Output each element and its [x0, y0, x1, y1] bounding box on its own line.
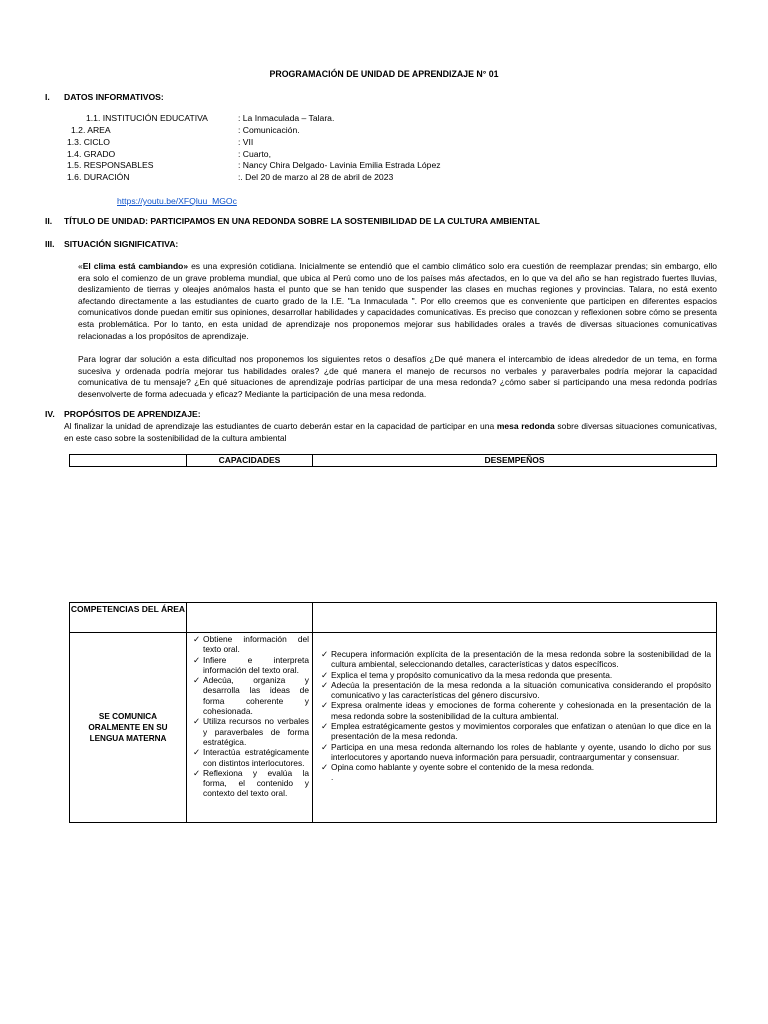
info-label-duration: 1.6. DURACIÓN: [67, 172, 130, 182]
capacity-item: ✓ Adecúa, organiza y desarrolla las ideas de forma coherente y cohesionada.: [193, 675, 309, 717]
section-3-heading: SITUACIÓN SIGNIFICATIVA:: [64, 239, 179, 249]
purpose-paragraph: [64, 421, 717, 444]
situation-emphasis: El clima está cambiando»: [82, 261, 189, 271]
capacity-item: ✓ Infiere e interpreta información del texto oral.: [193, 654, 309, 675]
performance-item: ✓ Participa en una mesa redonda alternando los roles de hablante y oyente, usando lo dicho por sus interlocutores y aportando nueva información para persuadir, contraargumentar y consensuar.: [321, 741, 711, 762]
check-icon: ✓: [321, 762, 329, 773]
competency-header-empty-1: [187, 603, 313, 633]
situation-paragraph-1: [78, 261, 717, 342]
performance-item: ✓ Opina como hablante y oyente sobre el contenido de la mesa redonda.: [321, 762, 595, 773]
info-value-responsibles: : Nancy Chira Delgado- Lavinia Emilia Estrada López: [238, 160, 441, 170]
capacity-item: ✓ Interactúa estratégicamente con distintos interlocutores.: [193, 747, 309, 768]
performance-item: ✓ Adecúa la presentación de la mesa redonda a la situación comunicativa considerando el propósito comunicativo y las características del género discursivo.: [321, 679, 711, 701]
header-performances: DESEMPEÑOS: [313, 455, 717, 467]
info-label-institution: 1.1. INSTITUCIÓN EDUCATIVA: [86, 113, 208, 123]
info-value-duration: :. Del 20 de marzo al 28 de abril de 2023: [238, 172, 394, 182]
check-icon: ✓: [193, 634, 201, 644]
section-1-heading: DATOS INFORMATIVOS:: [64, 92, 164, 102]
capacity-item: ✓ Utiliza recursos no verbales y paraverbales de forma estratégica.: [193, 716, 309, 747]
performance-item: ✓ Emplea estratégicamente gestos y movimientos corporales que enfatizan o atenúan lo que dice en la presentación de la mesa redonda.: [321, 721, 711, 742]
check-icon: ✓: [193, 747, 201, 758]
check-icon: ✓: [193, 767, 201, 778]
info-label-responsibles: 1.5. RESPONSABLES: [67, 160, 154, 170]
info-value-cycle: : VII: [238, 137, 254, 147]
check-icon: ✓: [321, 721, 329, 732]
capacities-list: [193, 634, 309, 799]
purpose-text-a: Al finalizar la unidad de aprendizaje las estudiantes de cuarto deberán estar en la capacidad de participar en una: [64, 421, 497, 431]
section-2-heading: TÍTULO DE UNIDAD: PARTICIPAMOS EN UNA REDONDA SOBRE LA SOSTENIBILIDAD DE LA CULTURA AMBIENTAL: [64, 216, 540, 226]
check-icon: ✓: [193, 654, 201, 665]
section-1-number: I.: [45, 92, 50, 102]
section-2-number: II.: [45, 216, 53, 226]
trailing-period: .: [331, 771, 334, 782]
competence-name: SE COMUNICA ORALMENTE EN SU LENGUA MATERNA: [70, 633, 187, 823]
purpose-text-b: sobre diversas situaciones comunicativas, en este caso sobre la sostenibilidad de la cultura ambiental: [64, 421, 717, 443]
purpose-emphasis: mesa redonda: [496, 421, 555, 431]
section-4-number: IV.: [45, 409, 55, 419]
competency-header: COMPETENCIAS DEL ÁREA: [70, 603, 187, 633]
competency-table: [69, 602, 717, 823]
info-label-area: 1.2. AREA: [71, 125, 111, 135]
competency-header-empty-2: [313, 603, 717, 633]
performances-cell: [313, 633, 717, 823]
document-title: PROGRAMACIÓN DE UNIDAD DE APRENDIZAJE N° 01: [269, 69, 499, 79]
info-label-cycle: 1.3. CICLO: [67, 137, 110, 147]
performance-item: ✓ Expresa oralmente ideas y emociones de forma coherente y cohesionada en la presentación de la mesa redonda sobre la sostenibilidad de la cultura ambiental.: [321, 700, 711, 721]
check-icon: ✓: [321, 669, 329, 680]
check-icon: ✓: [321, 700, 329, 711]
info-value-institution: : La Inmaculada – Talara.: [238, 113, 335, 123]
header-empty-cell: [70, 455, 187, 467]
capacity-item: ✓ Obtiene información del texto oral.: [193, 634, 309, 655]
check-icon: ✓: [321, 679, 329, 690]
section-3-number: III.: [45, 239, 55, 249]
check-icon: ✓: [321, 741, 329, 752]
performance-item: ✓ Explica el tema y propósito comunicativo da la mesa redonda que presenta.: [321, 669, 613, 680]
header-capacities: CAPACIDADES: [187, 455, 313, 467]
performances-list: [321, 649, 711, 773]
capacity-item: ✓ Reflexiona y evalúa la forma, el contenido y contexto del texto oral.: [193, 767, 309, 799]
youtube-link[interactable]: https://youtu.be/XFQluu_MGOc: [117, 196, 237, 206]
check-icon: ✓: [193, 675, 201, 686]
capacities-cell: [187, 633, 313, 823]
situation-text: es una expresión cotidiana. Inicialmente se entendió que el cambio climático solo era cuestión de reemplazar prendas; sin embargo, ello era solo el comienzo de un grave problema mundial, que ubica al Perú como uno de los países más afectados, en lo que va del año se han registrado fuertes lluvias, deslizamiento de tierras y oleajes anómalos hasta el punto que se han tenido que suspender las clases en muchas regiones y provincias. Talara, no está exento afectando directamente a las estudiantes de cuarto grado de la I.E. "La Inmaculada ". Por ello creemos que es conveniente que participen en diferentes espacios comunicativos donde puedan emitir sus opiniones, desarrollar habilidades y capacidades comunicativas. Es preciso que conozcan y reflexionen sobre cómo se presenta esta problemática. Por lo tanto, en esta unidad de aprendizaje nos proponemos mejorar sus habilidades orales a través de diversas situaciones comunicativas relacionadas a los propósitos de aprendizaje.: [78, 261, 717, 341]
situation-paragraph-2: Para lograr dar solución a esta dificultad nos proponemos los siguientes retos o desafíos ¿De qué manera el intercambio de ideas alrededor de un tema, en forma sucesiva y ordenada podría mejorar tus habilidades orales? ¿de qué manera el manejo de recursos no verbales y paraverbales podría mejorar la capacidad comunicativa de tu mensaje? ¿En qué situaciones de aprendizaje podrías participar de una mesa redonda? ¿cómo saber si participando una mesa redonda podrías desenvolverte de forma adecuada y eficaz? Mediante la participación de una mesa redonda.: [78, 354, 717, 399]
performance-item: ✓ Recupera información explícita de la presentación de la mesa redonda sobre la sostenibilidad de la cultura ambiental, seleccionando detalles, características y datos específicos.: [321, 649, 711, 670]
info-label-grade: 1.4. GRADO: [67, 149, 116, 159]
section-4-heading: PROPÓSITOS DE APRENDIZAJE:: [64, 409, 201, 419]
check-icon: ✓: [193, 716, 201, 727]
quote-mark: «: [78, 261, 83, 271]
info-value-grade: : Cuarto,: [238, 149, 271, 159]
info-value-area: : Comunicación.: [238, 125, 300, 135]
capacities-header-table: [69, 454, 717, 467]
check-icon: ✓: [321, 649, 329, 659]
